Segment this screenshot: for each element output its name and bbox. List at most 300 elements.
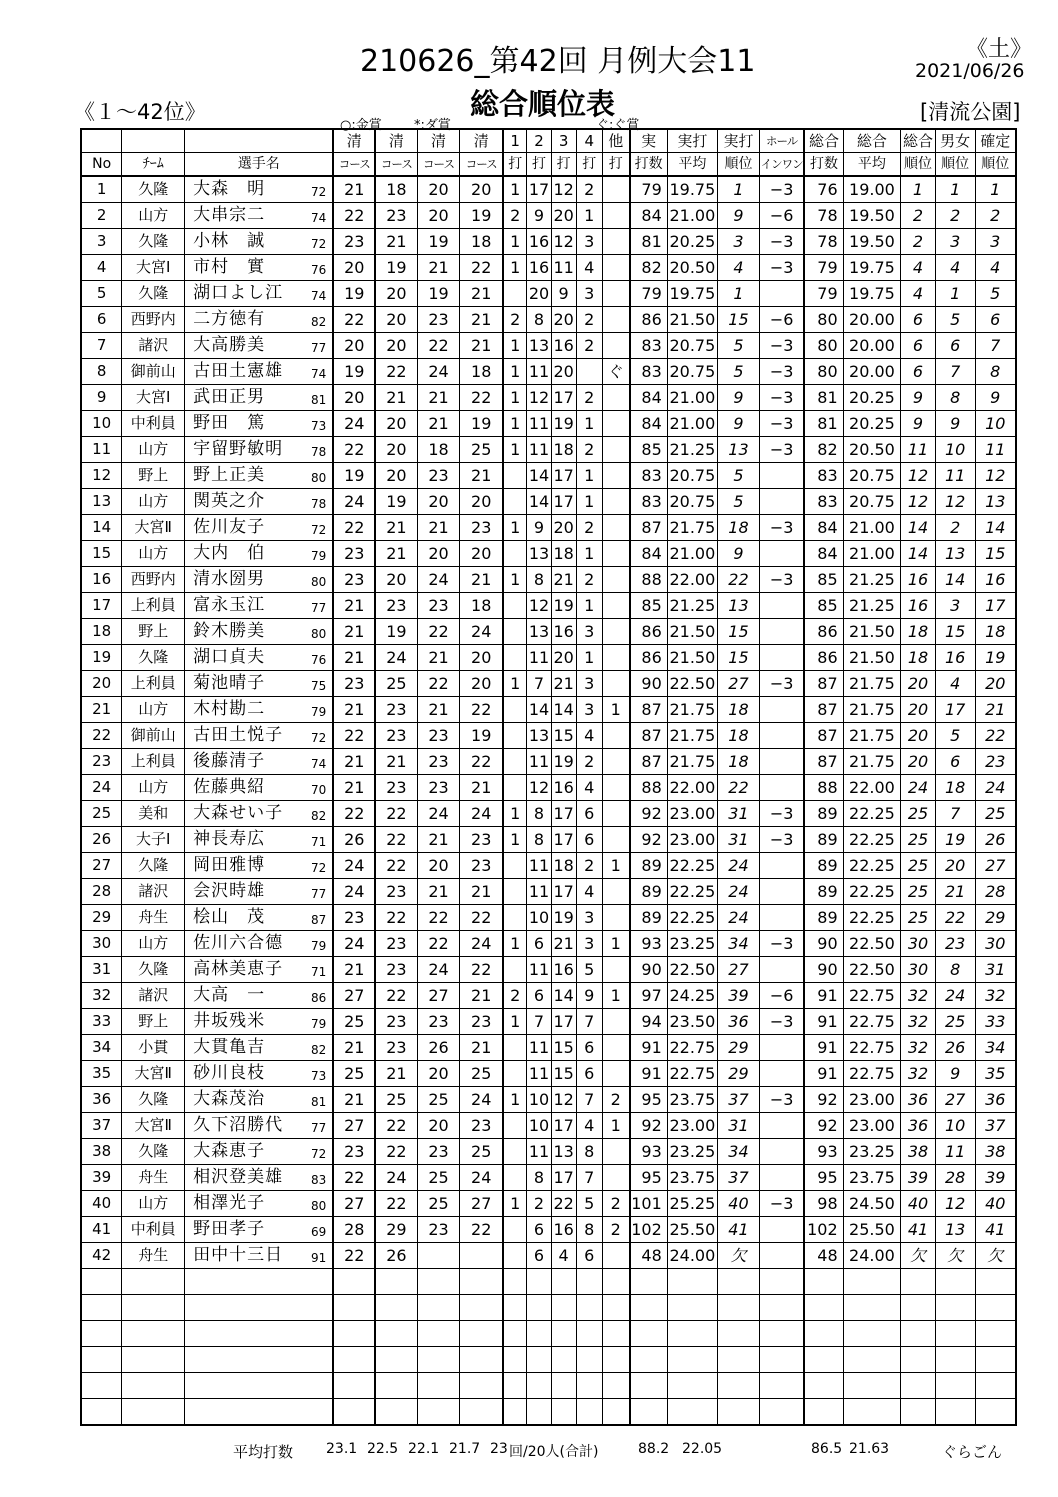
score-cell: 2 [901,203,936,229]
player-name-cell [185,515,334,541]
score-cell: 12 [901,489,936,515]
footer-avg-course-1: 23.1 [326,1441,358,1457]
score-cell: 6 [527,1217,551,1243]
player-age: 80 [311,1199,327,1213]
score-cell [759,645,804,671]
score-cell: −3 [759,1087,804,1113]
score-cell: 2 [935,203,975,229]
empty-cell [843,1269,901,1295]
score-cell: 23.00 [843,1087,901,1113]
empty-cell [667,1295,717,1321]
score-cell: 19 [551,593,576,619]
score-cell: 41 [901,1217,936,1243]
score-cell: 17 [975,593,1016,619]
score-cell: 5 [718,463,760,489]
score-cell: 23 [417,723,460,749]
team-cell: 大子Ⅰ [122,827,185,853]
column-header: コース [333,153,375,177]
column-header: No [81,153,122,177]
team-cell: 上利員 [122,749,185,775]
score-cell: 15 [718,619,760,645]
score-cell: 23 [375,957,417,983]
column-header: コース [375,153,417,177]
score-cell: 23 [333,229,375,255]
score-cell: 19.75 [667,281,717,307]
score-cell: 86 [804,619,843,645]
rank-no-cell: 21 [81,697,122,723]
score-cell: 95 [804,1165,843,1191]
column-header: 打数 [630,153,668,177]
score-cell: 78 [804,229,843,255]
score-cell: 91 [630,1035,668,1061]
score-cell [759,489,804,515]
score-cell: 18 [460,359,503,385]
score-cell: 20 [417,541,460,567]
event-date: 2021/06/26 [915,60,1025,82]
score-cell [503,957,527,983]
score-cell: 79 [804,255,843,281]
score-cell: 19 [333,463,375,489]
score-cell: 22 [460,697,503,723]
score-cell: 21.00 [667,541,717,567]
empty-cell [718,1399,760,1426]
empty-cell [527,1373,551,1399]
score-cell: 15 [551,1035,576,1061]
team-cell: 久隆 [122,957,185,983]
score-cell: 89 [804,905,843,931]
score-cell: 15 [551,1061,576,1087]
score-cell: 21 [551,931,576,957]
player-age: 74 [311,757,327,771]
score-cell: 78 [804,203,843,229]
score-cell: 23 [460,827,503,853]
team-cell: 久隆 [122,1139,185,1165]
rank-no-cell: 34 [81,1035,122,1061]
score-cell: 81 [804,385,843,411]
table-row [81,463,1016,489]
team-cell: 山方 [122,437,185,463]
score-cell: 90 [630,957,668,983]
score-cell [503,541,527,567]
empty-cell [759,1295,804,1321]
score-cell: 12 [935,1191,975,1217]
table-row [81,1321,1016,1347]
score-cell: 22.75 [843,1035,901,1061]
score-cell: 20 [460,671,503,697]
column-header-top: 実 [630,129,668,153]
empty-cell [333,1373,375,1399]
score-cell: 23.50 [667,1009,717,1035]
score-cell: 87 [804,723,843,749]
empty-cell [843,1373,901,1399]
score-cell: 22 [333,203,375,229]
score-cell: −3 [759,411,804,437]
score-cell: 23 [375,203,417,229]
column-header-top: 清 [375,129,417,153]
score-cell: 21 [333,593,375,619]
column-header: 打 [602,153,629,177]
score-cell: 37 [718,1087,760,1113]
empty-cell [718,1321,760,1347]
score-cell: 21.50 [667,619,717,645]
score-cell: −3 [759,1009,804,1035]
empty-cell [576,1373,602,1399]
player-age: 73 [311,1069,327,1083]
score-cell: 3 [576,931,602,957]
score-cell: 20 [935,853,975,879]
score-cell [602,1139,629,1165]
score-cell: 18 [551,853,576,879]
score-cell [602,515,629,541]
column-header: 順位 [901,153,936,177]
score-cell: 11 [527,437,551,463]
score-cell: 88 [804,775,843,801]
score-cell: 24.00 [667,1243,717,1269]
table-row [81,255,1016,281]
score-cell: 20 [901,671,936,697]
score-cell: 22.75 [667,1035,717,1061]
score-cell [503,879,527,905]
score-cell: 14 [551,697,576,723]
score-cell [602,203,629,229]
score-cell: 20 [333,333,375,359]
score-cell: 12 [551,229,576,255]
player-age: 82 [311,1043,327,1057]
score-cell: 12 [935,489,975,515]
column-header: 平均 [843,153,901,177]
score-cell: 23 [333,567,375,593]
score-cell: 5 [935,307,975,333]
player-name: 関英之介 [193,491,266,511]
score-cell: 4 [576,255,602,281]
score-cell: 25 [417,1087,460,1113]
player-name: 佐藤典紹 [193,777,266,797]
empty-cell [503,1321,527,1347]
rank-no-cell: 23 [81,749,122,775]
score-cell: 1 [503,931,527,957]
score-cell: 15 [975,541,1016,567]
empty-cell [576,1321,602,1347]
score-cell: 83 [804,463,843,489]
score-cell: 9 [718,385,760,411]
score-cell: 16 [901,593,936,619]
column-header: 順位 [975,153,1016,177]
score-cell: 40 [901,1191,936,1217]
player-name-cell [185,697,334,723]
column-header: インワン [759,153,804,177]
player-age: 77 [311,887,327,901]
player-name: 清水圀男 [193,569,266,589]
table-row [81,1243,1016,1269]
score-cell: 83 [630,333,668,359]
player-name-cell [185,645,334,671]
empty-cell [375,1373,417,1399]
column-header: コース [460,153,503,177]
score-cell: 9 [718,411,760,437]
player-age: 86 [311,991,327,1005]
score-cell: 21 [460,567,503,593]
score-cell [759,1035,804,1061]
score-cell: 4 [901,255,936,281]
score-cell: 18 [901,645,936,671]
empty-cell [375,1269,417,1295]
score-cell: 23 [417,463,460,489]
score-cell: 3 [576,281,602,307]
score-cell: 14 [527,697,551,723]
score-cell: 12 [527,385,551,411]
empty-cell [417,1373,460,1399]
score-cell: 27 [333,1191,375,1217]
player-age: 71 [311,835,327,849]
rank-no-cell: 22 [81,723,122,749]
empty-cell [602,1321,629,1347]
score-cell: 22 [333,437,375,463]
score-cell: 3 [576,905,602,931]
player-age: 72 [311,731,327,745]
table-row [81,905,1016,931]
score-cell: 6 [576,801,602,827]
column-header-top: 清 [460,129,503,153]
score-cell [503,489,527,515]
score-cell: 25.25 [667,1191,717,1217]
empty-cell [630,1373,668,1399]
score-cell: 18 [718,749,760,775]
score-cell: 21.25 [843,593,901,619]
player-age: 72 [311,523,327,537]
score-cell: 2 [602,1087,629,1113]
score-cell: 21 [417,515,460,541]
score-cell: 102 [630,1217,668,1243]
score-cell [503,1139,527,1165]
score-cell: 13 [527,723,551,749]
score-cell: 26 [975,827,1016,853]
score-cell: 24 [333,489,375,515]
score-cell: 27 [975,853,1016,879]
score-cell: 40 [975,1191,1016,1217]
score-cell: 19 [375,489,417,515]
score-cell: 22.00 [843,775,901,801]
empty-cell [975,1347,1016,1373]
rank-no-cell: 24 [81,775,122,801]
score-cell: 8 [527,1165,551,1191]
team-cell: 大宮Ⅰ [122,255,185,281]
score-cell: 30 [901,957,936,983]
empty-cell [630,1269,668,1295]
score-cell: 21 [333,957,375,983]
empty-cell [843,1321,901,1347]
score-cell: 2 [576,307,602,333]
score-cell: 95 [630,1165,668,1191]
score-cell: 89 [804,801,843,827]
score-cell: 30 [975,931,1016,957]
player-name-cell [185,281,334,307]
score-cell: 24 [901,775,936,801]
empty-cell [901,1295,936,1321]
brand-label: ぐらごん [942,1443,1003,1461]
score-cell: 89 [804,853,843,879]
player-age: 77 [311,1121,327,1135]
empty-cell [375,1295,417,1321]
column-header: 打数 [804,153,843,177]
empty-cell [503,1373,527,1399]
score-cell: 1 [576,645,602,671]
score-cell: 欠 [935,1243,975,1269]
empty-cell [804,1321,843,1347]
player-name: 鈴木勝美 [193,621,266,641]
empty-cell [460,1399,503,1426]
player-age: 71 [311,965,327,979]
player-age: 72 [311,1147,327,1161]
score-cell: 1 [503,515,527,541]
empty-cell [503,1295,527,1321]
score-cell: 23 [417,593,460,619]
score-cell: 24 [460,1087,503,1113]
score-cell: 28 [333,1217,375,1243]
score-cell: 22 [333,515,375,541]
score-cell: 13 [718,593,760,619]
score-cell [759,1061,804,1087]
score-cell: 24 [460,1165,503,1191]
score-cell: 11 [527,853,551,879]
score-cell: 19 [460,723,503,749]
score-cell: 4 [576,723,602,749]
score-cell: 16 [551,333,576,359]
team-cell: 久隆 [122,1087,185,1113]
score-cell: 16 [551,619,576,645]
empty-cell [804,1295,843,1321]
score-cell: 21 [417,255,460,281]
empty-cell [630,1399,668,1426]
score-cell: 1 [503,1087,527,1113]
score-cell: 1 [503,671,527,697]
score-cell: 82 [630,255,668,281]
score-cell: 102 [804,1217,843,1243]
empty-cell [375,1347,417,1373]
score-cell: 11 [527,749,551,775]
player-age: 69 [311,1225,327,1239]
table-row [81,1347,1016,1373]
column-header: 打 [503,153,527,177]
column-header: 平均 [667,153,717,177]
score-cell: 31 [718,1113,760,1139]
score-cell: 1 [503,385,527,411]
score-cell: 22.25 [667,879,717,905]
player-age: 83 [311,1173,327,1187]
score-cell: 3 [935,593,975,619]
rank-no-cell: 32 [81,983,122,1009]
score-cell: −3 [759,229,804,255]
table-row [81,333,1016,359]
score-cell: 38 [975,1139,1016,1165]
score-cell: 21.50 [843,619,901,645]
score-cell: 76 [804,176,843,203]
score-cell [759,879,804,905]
score-cell [503,697,527,723]
score-cell: 39 [718,983,760,1009]
score-cell: 17 [527,176,551,203]
score-cell: 24 [417,957,460,983]
column-header-top: 総合 [804,129,843,153]
player-name: 富永玉江 [193,595,266,615]
score-cell: 85 [804,567,843,593]
score-cell: 92 [630,1113,668,1139]
score-cell: 11 [527,957,551,983]
score-cell: 4 [551,1243,576,1269]
score-cell: 3 [975,229,1016,255]
score-cell: 98 [804,1191,843,1217]
score-cell: 1 [576,411,602,437]
score-cell: 85 [630,437,668,463]
player-age: 76 [311,263,327,277]
player-name: 佐川友子 [193,517,266,537]
empty-cell [759,1269,804,1295]
table-row [81,1295,1016,1321]
score-cell: 22 [417,671,460,697]
score-cell: 87 [630,515,668,541]
score-cell: 6 [527,931,551,957]
score-cell: 13 [718,437,760,463]
score-cell: 9 [901,411,936,437]
player-name-cell [185,1061,334,1087]
player-age: 70 [311,783,327,797]
score-cell: 36 [901,1113,936,1139]
score-cell: 23 [333,905,375,931]
team-cell: 山方 [122,489,185,515]
player-name: 井坂残米 [193,1011,266,1031]
rank-no-cell: 25 [81,801,122,827]
score-cell: 22.50 [667,957,717,983]
score-cell: 16 [551,957,576,983]
score-cell: 24 [935,983,975,1009]
table-row [81,1139,1016,1165]
table-row [81,281,1016,307]
score-cell: 10 [527,1087,551,1113]
score-cell: 21 [333,775,375,801]
team-cell: 野上 [122,463,185,489]
score-cell: 19 [417,229,460,255]
score-cell: 5 [718,359,760,385]
player-name-cell [185,1217,334,1243]
score-cell: 25 [333,1009,375,1035]
team-cell: 大宮Ⅱ [122,515,185,541]
score-cell: 22 [333,801,375,827]
player-name-cell [185,619,334,645]
score-cell: 18 [417,437,460,463]
score-cell: 22 [460,749,503,775]
score-cell: 2 [576,176,602,203]
score-cell [602,957,629,983]
team-cell: 諸沢 [122,333,185,359]
player-name-cell [185,1243,334,1269]
score-cell: 20 [460,176,503,203]
player-name-cell [185,255,334,281]
score-cell: 21 [417,697,460,723]
score-cell [503,1061,527,1087]
score-cell: 12 [527,775,551,801]
score-cell: 23 [417,749,460,775]
score-cell [602,333,629,359]
score-cell: 84 [804,541,843,567]
score-cell: 13 [975,489,1016,515]
rank-no-cell: 16 [81,567,122,593]
score-cell: 31 [718,801,760,827]
score-cell: 37 [975,1113,1016,1139]
score-cell: 24.25 [667,983,717,1009]
player-age: 79 [311,1017,327,1031]
results-table [80,128,1017,1426]
rank-no-cell: 27 [81,853,122,879]
page-subtitle: 総合順位表 [470,87,616,121]
